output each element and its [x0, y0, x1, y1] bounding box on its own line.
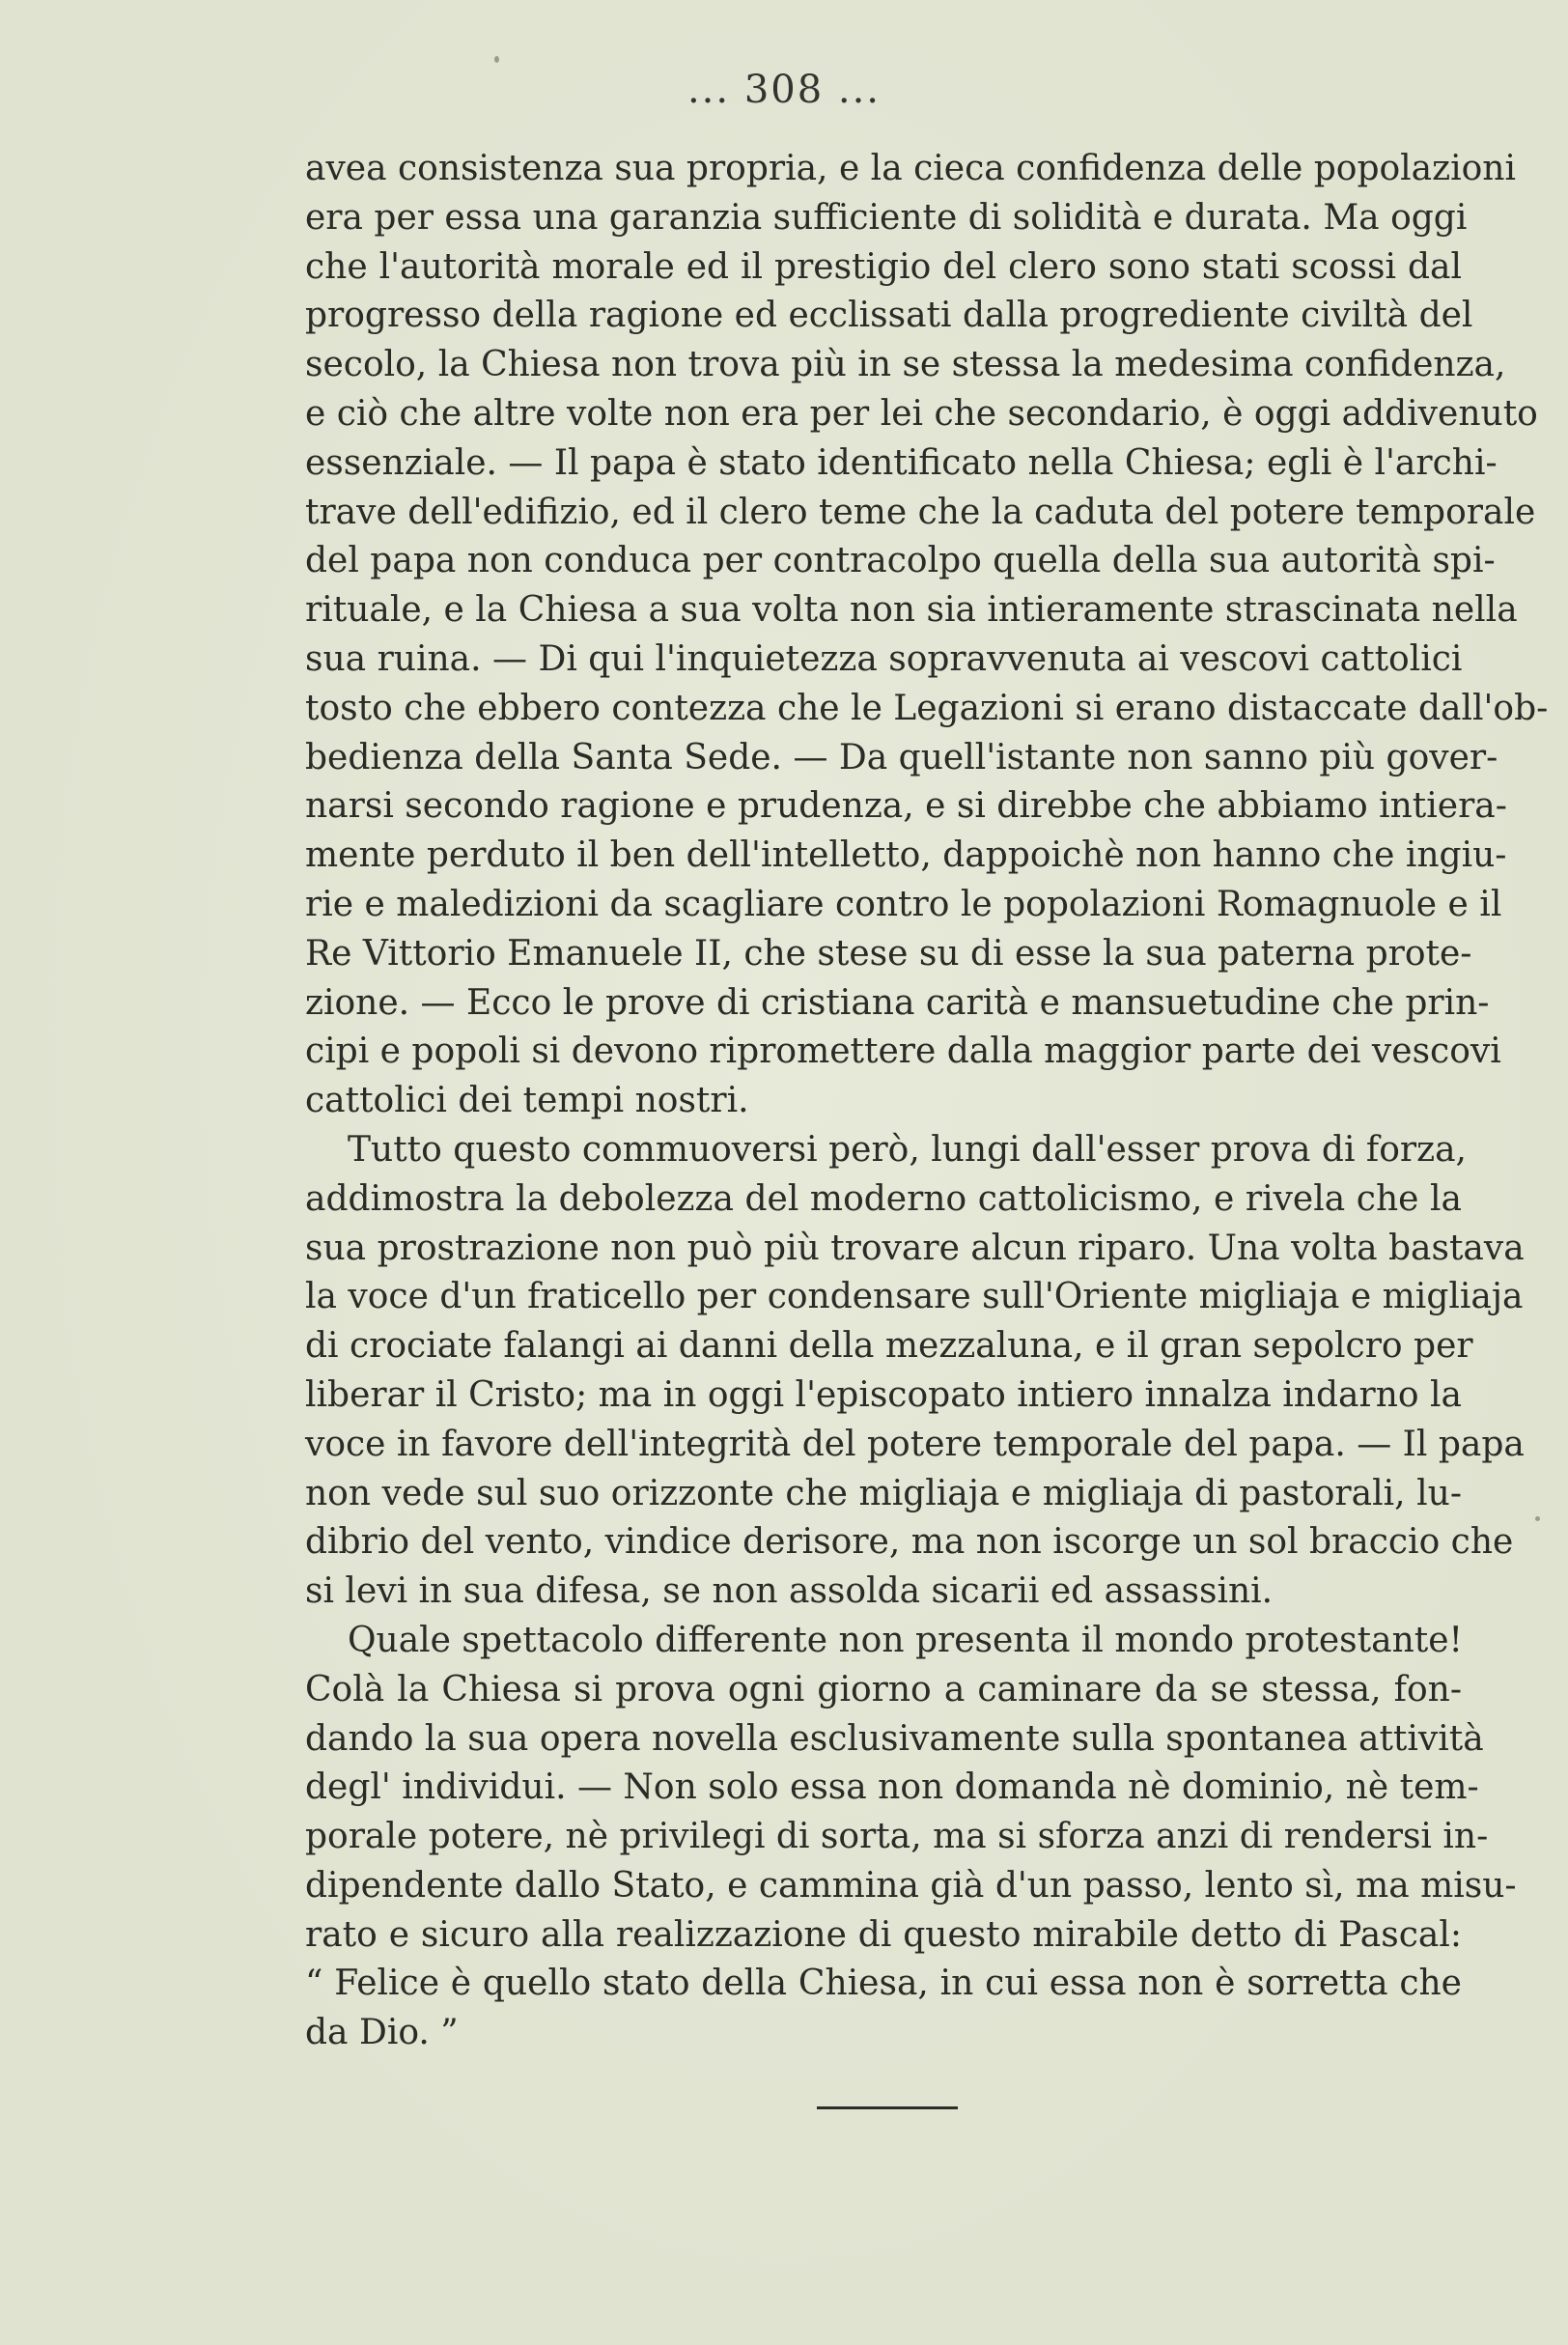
text-line: essenziale. — Il papa è stato identificato nella Chiesa; egli è l'archi-	[305, 442, 1498, 483]
text-line: progresso della ragione ed ecclissati dalla progrediente civiltà del	[305, 296, 1473, 336]
text-line: non vede sul suo orizzonte che migliaja e migliaja di pastorali, lu-	[305, 1473, 1462, 1513]
text-line: trave dell'edifizio, ed il clero teme che la caduta del potere temporale	[305, 492, 1536, 532]
text-line: “ Felice è quello stato della Chiesa, in cui essa non è sorretta che	[305, 1964, 1462, 2004]
text-line: era per essa una garanzia sufficiente di solidità e durata. Ma oggi	[305, 197, 1468, 238]
text-line: rituale, e la Chiesa a sua volta non sia intieramente strascinata nella	[305, 590, 1518, 631]
text-line: zione. — Ecco le prove di cristiana carità e mansuetudine che prin-	[305, 982, 1490, 1023]
paragraph-3	[305, 1617, 1517, 2058]
text-line: secolo, la Chiesa non trova più in se stessa la medesima confidenza,	[305, 345, 1506, 385]
text-line: bedienza della Santa Sede. — Da quell'istante non sanno più gover-	[305, 737, 1498, 777]
text-line: che l'autorità morale ed il prestigio del clero sono stati scossi dal	[305, 246, 1462, 287]
text-line: e ciò che altre volte non era per lei che secondario, è oggi addivenuto	[305, 393, 1538, 434]
text-line: rie e maledizioni da scagliare contro le popolazioni Romagnuole e il	[305, 884, 1502, 924]
text-line: dipendente dallo Stato, e cammina già d'un passo, lento sì, ma misu-	[305, 1865, 1517, 1906]
text-line: cattolici dei tempi nostri.	[305, 1081, 749, 1121]
text-line: di crociate falangi ai danni della mezzaluna, e il gran sepolcro per	[305, 1326, 1473, 1367]
page-number: ... 308 ...	[686, 68, 882, 112]
text-line: da Dio. ”	[305, 2013, 459, 2053]
text-line: Tutto questo commuoversi però, lungi dall'esser prova di forza,	[348, 1129, 1467, 1170]
text-line: dibrio del vento, vindice derisore, ma non iscorge un sol braccio che	[305, 1522, 1514, 1563]
text-line: tosto che ebbero contezza che le Legazioni si erano distaccate dall'ob-	[305, 688, 1549, 728]
text-line: del papa non conduca per contracolpo quella della sua autorità spi-	[305, 541, 1496, 581]
text-line: avea consistenza sua propria, e la cieca confidenza delle popolazioni	[305, 149, 1516, 188]
text-line: voce in favore dell'integrità del potere temporale del papa. — Il papa	[305, 1424, 1525, 1464]
end-rule	[817, 2106, 958, 2109]
text-line: Colà la Chiesa si prova ogni giorno a caminare da se stessa, fon-	[305, 1669, 1462, 1709]
text-line: Re Vittorio Emanuele II, che stese su di esse la sua paterna prote-	[305, 933, 1472, 974]
text-line: addimostra la debolezza del moderno cattolicismo, e rivela che la	[305, 1178, 1462, 1219]
text-line: porale potere, nè privilegi di sorta, ma si sforza anzi di rendersi in-	[305, 1817, 1489, 1857]
text-line: sua ruina. — Di qui l'inquietezza sopravvenuta ai vescovi cattolici	[305, 638, 1463, 679]
text-line: cipi e popoli si devono ripromettere dalla maggior parte dei vescovi	[305, 1031, 1501, 1072]
text-line: narsi secondo ragione e prudenza, e si direbbe che abbiamo intiera-	[305, 786, 1507, 827]
text-line: Quale spettacolo differente non presenta il mondo protestante!	[348, 1620, 1464, 1660]
text-line: mente perduto il ben dell'intelletto, dappoichè non hanno che ingiu-	[305, 835, 1507, 876]
text-line: si levi in sua difesa, se non assolda sicarii ed assassini.	[305, 1571, 1274, 1612]
body-text	[305, 145, 1549, 2058]
text-line: dando la sua opera novella esclusivamente sulla spontanea attività	[305, 1718, 1484, 1759]
paper-speck	[1535, 1516, 1540, 1521]
paper-speck	[494, 56, 499, 63]
text-line: rato e sicuro alla realizzazione di questo mirabile detto di Pascal:	[305, 1914, 1462, 1955]
paragraph-2	[305, 1126, 1525, 1617]
text-line: degl' individui. — Non solo essa non domanda nè dominio, nè tem-	[305, 1767, 1479, 1808]
text-line: la voce d'un fraticello per condensare sull'Oriente migliaja e migliaja	[305, 1277, 1524, 1317]
text-line: sua prostrazione non può più trovare alcun riparo. Una volta bastava	[305, 1228, 1525, 1268]
paragraph-1	[305, 145, 1549, 1126]
text-line: liberar il Cristo; ma in oggi l'episcopato intiero innalza indarno la	[305, 1374, 1462, 1415]
